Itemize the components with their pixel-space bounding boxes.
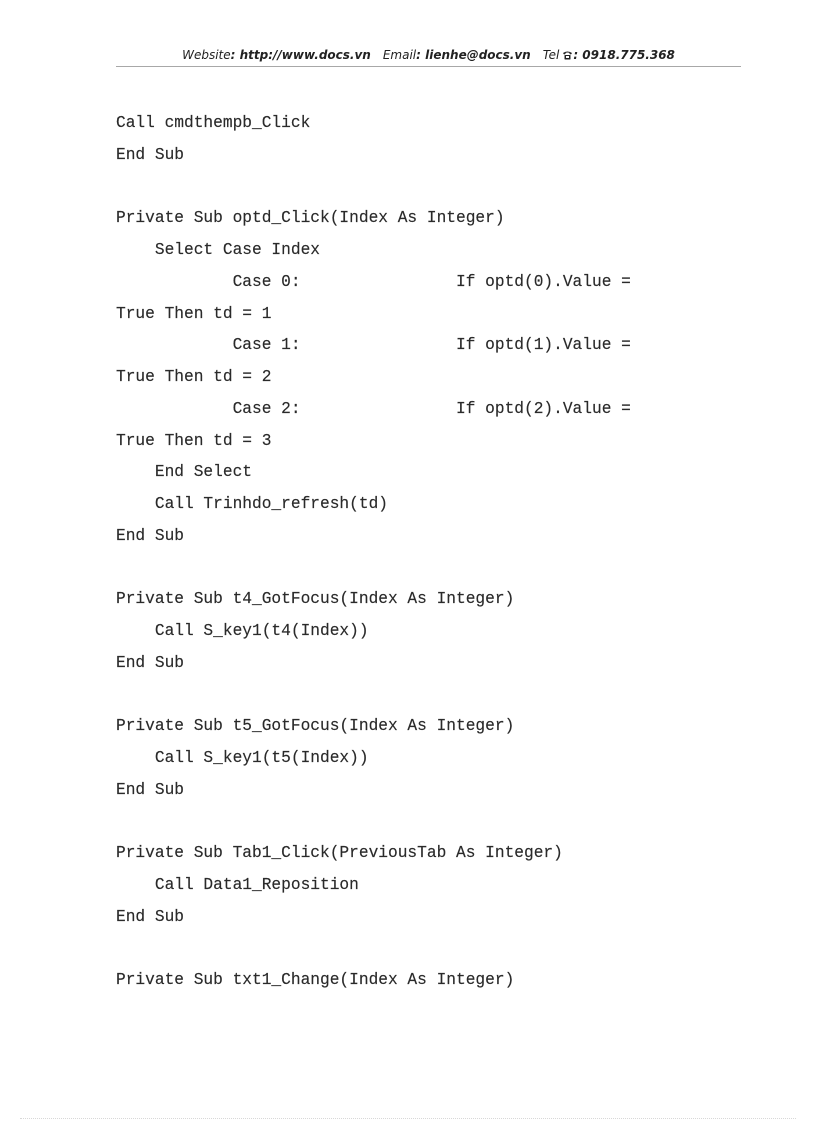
email-label: Email — [382, 48, 417, 62]
website-link[interactable]: : http://www.docs.vn — [230, 48, 371, 62]
code-line: Case 1: If optd(1).Value = — [116, 336, 631, 355]
tel-number: : 0918.775.368 — [573, 48, 675, 62]
code-line: Call cmdthempb_Click — [116, 114, 311, 132]
code-line: Case 0: If optd(0).Value = — [116, 272, 631, 291]
phone-icon — [562, 49, 573, 59]
code-line: Call Trinhdo_refresh(td) — [116, 495, 388, 513]
code-line — [116, 680, 756, 712]
code-line: Private Sub Tab1_Click(PreviousTab As Integer) — [116, 844, 563, 863]
header-divider — [116, 66, 741, 67]
code-line — [116, 172, 756, 204]
code-line — [116, 553, 756, 585]
code-line: Private Sub txt1_Change(Index As Integer) — [116, 971, 515, 990]
code-line: Call Data1_Reposition — [116, 876, 359, 894]
footer-divider — [20, 1118, 796, 1119]
code-line: Private Sub t4_GotFocus(Index As Integer) — [116, 590, 515, 609]
page-header — [116, 48, 741, 62]
code-line: End Select — [116, 463, 252, 482]
code-line: Case 2: If optd(2).Value = — [116, 399, 631, 418]
code-line: End Sub — [116, 526, 184, 545]
website-label: Website — [182, 48, 231, 62]
code-line: Call S_key1(t5(Index)) — [116, 749, 369, 767]
code-line: Private Sub t5_GotFocus(Index As Integer) — [116, 717, 515, 736]
code-line: Select Case Index — [116, 241, 320, 259]
code-line: End Sub — [116, 653, 184, 672]
code-line: True Then td = 2 — [116, 368, 272, 386]
code-line: End Sub — [116, 780, 184, 799]
code-line: True Then td = 3 — [116, 431, 272, 450]
code-line: End Sub — [116, 907, 184, 926]
tel-label: Tel — [542, 48, 560, 62]
email-link[interactable]: : lienhe@docs.vn — [416, 48, 531, 62]
code-listing — [116, 108, 756, 997]
code-line: Call S_key1(t4(Index)) — [116, 622, 369, 640]
code-line — [116, 934, 756, 966]
code-line: Private Sub optd_Click(Index As Integer) — [116, 209, 505, 228]
code-line: End Sub — [116, 145, 184, 164]
code-line: True Then td = 1 — [116, 304, 272, 323]
code-line — [116, 807, 756, 839]
